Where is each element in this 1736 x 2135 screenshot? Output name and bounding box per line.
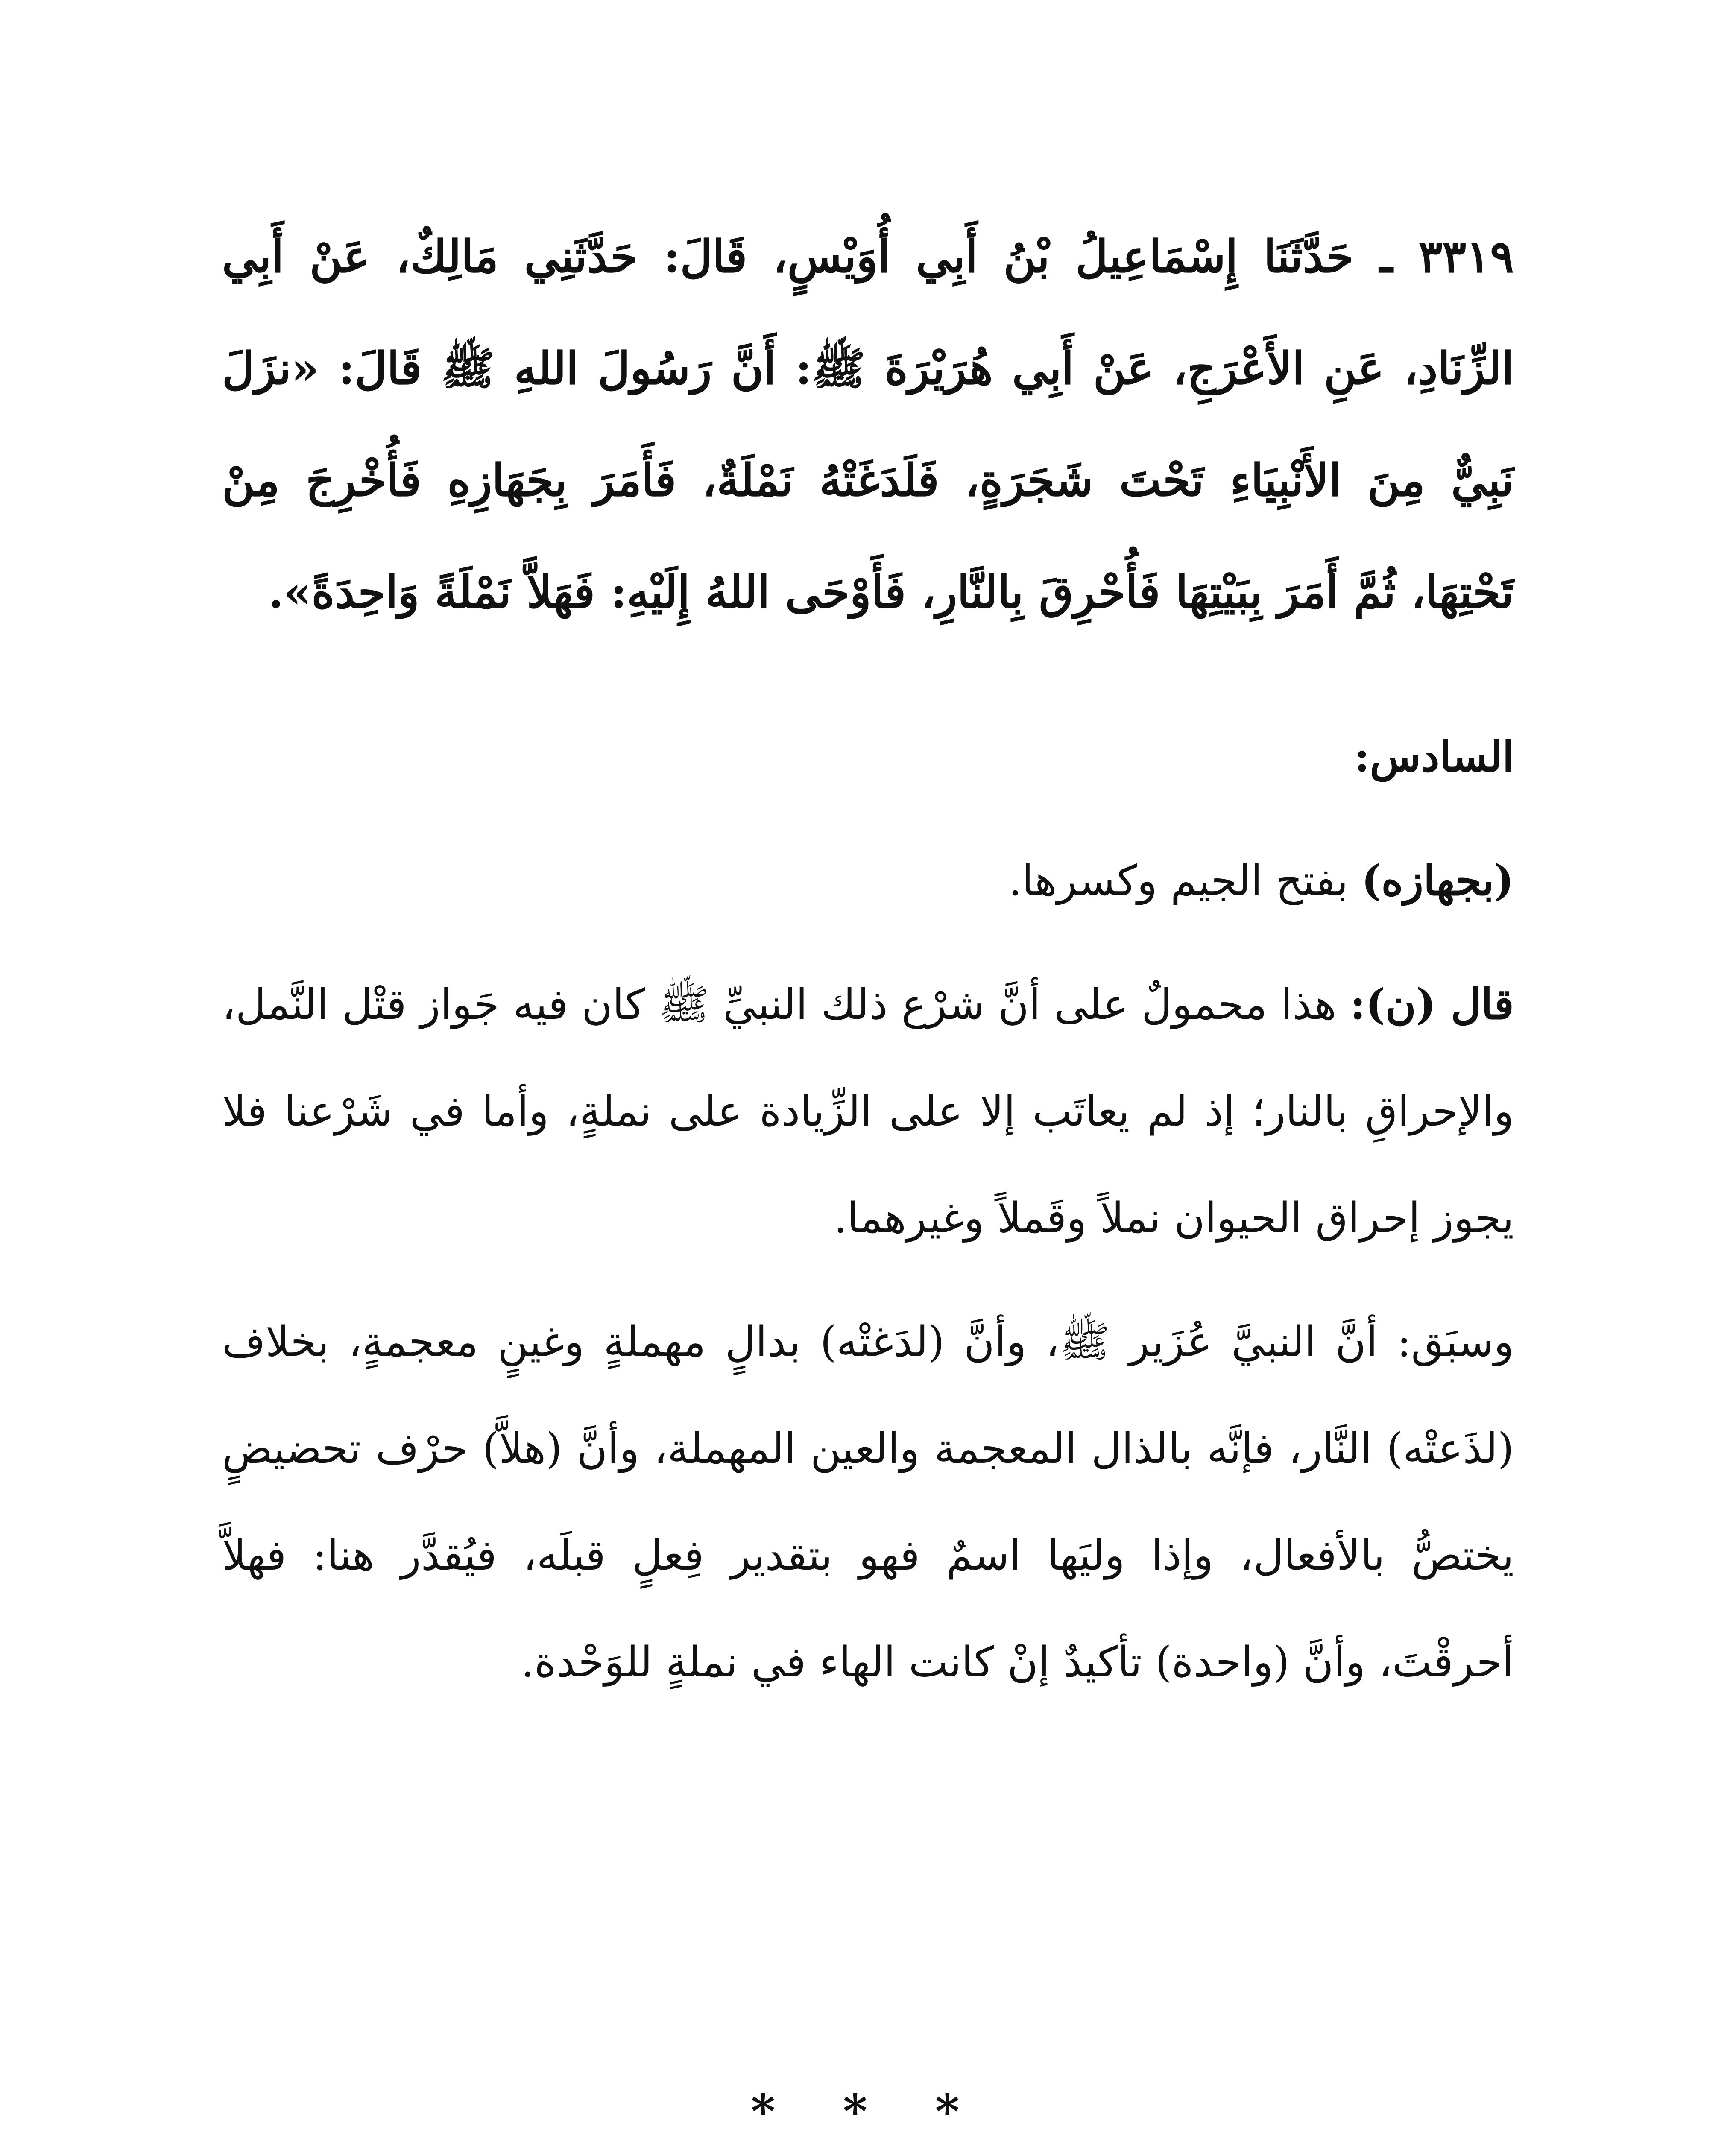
section-separator: * * * [750,2084,986,2135]
page-body [222,201,1514,1716]
commentary-paragraph-3 [222,1289,1514,1716]
commentary-term-1: (بجهازه) [1361,856,1514,905]
section-heading: السادس: [1354,732,1514,781]
commentary-text-1: بفتح الجيم وكسرها. [1008,857,1362,905]
hadith-text: ٣٣١٩ ـ حَدَّثَنَا إِسْمَاعِيلُ بْنُ أَبِي أُوَيْسٍ، قَالَ: حَدَّثَنِي مَالِكٌ، عَنْ أَبِي الزِّنَادِ، عَنِ الأَعْرَجِ، عَنْ أَبِي هُرَيْرَةَ ﷺ: أَنَّ رَسُولَ اللهِ ﷺ قَالَ: «نزَلَ نَبِيٌّ مِنَ الأَنْبِيَاءِ تَحْتَ شَجَرَةٍ، فَلَدَغَتْهُ نَمْلَةٌ، فَأَمَرَ بِجَهَازِهِ فَأُخْرِجَ مِنْ تَحْتِهَا، ثُمَّ أَمَرَ بِبَيْتِهَا فَأُحْرِقَ بِالنَّارِ، فَأَوْحَى اللهُ إِلَيْهِ: فَهَلاَّ نَمْلَةً وَاحِدَةً». [222,230,1514,618]
commentary-term-2: قال (ن): [1350,980,1514,1029]
commentary-text-3: وسبَق: أنَّ النبيَّ عُزَير ﷺ، وأنَّ (لدَغتْه) بدالٍ مهملةٍ وغينٍ معجمةٍ، بخلاف (لذَعتْه) النَّار، فإنَّه بالذال المعجمة والعين المهملة، وأنَّ (هلاَّ) حرْف تحضيضٍ يختصُّ بالأفعال، وإذا وليَها اسمٌ فهو بتقدير فِعلٍ قبلَه، فيُقدَّر هنا: فهلاَّ أحرقْتَ، وأنَّ (واحدة) تأكيدٌ إنْ كانت الهاء في نملةٍ للوَحْدة. [222,1318,1514,1687]
commentary-paragraph-1 [222,828,1514,934]
commentary-text-2: هذا محمولٌ على أنَّ شرْع ذلك النبيِّ ﷺ كان فيه جَواز قتْل النَّمل، والإحراقِ بالنار؛ إذ لم يعاتَب إلا على الزِّيادة على نملةٍ، وأما في شَرْعنا فلا يجوز إحراق الحيوان نملاً وقَملاً وغيرهما. [222,980,1514,1243]
commentary-paragraph-2 [222,951,1514,1272]
